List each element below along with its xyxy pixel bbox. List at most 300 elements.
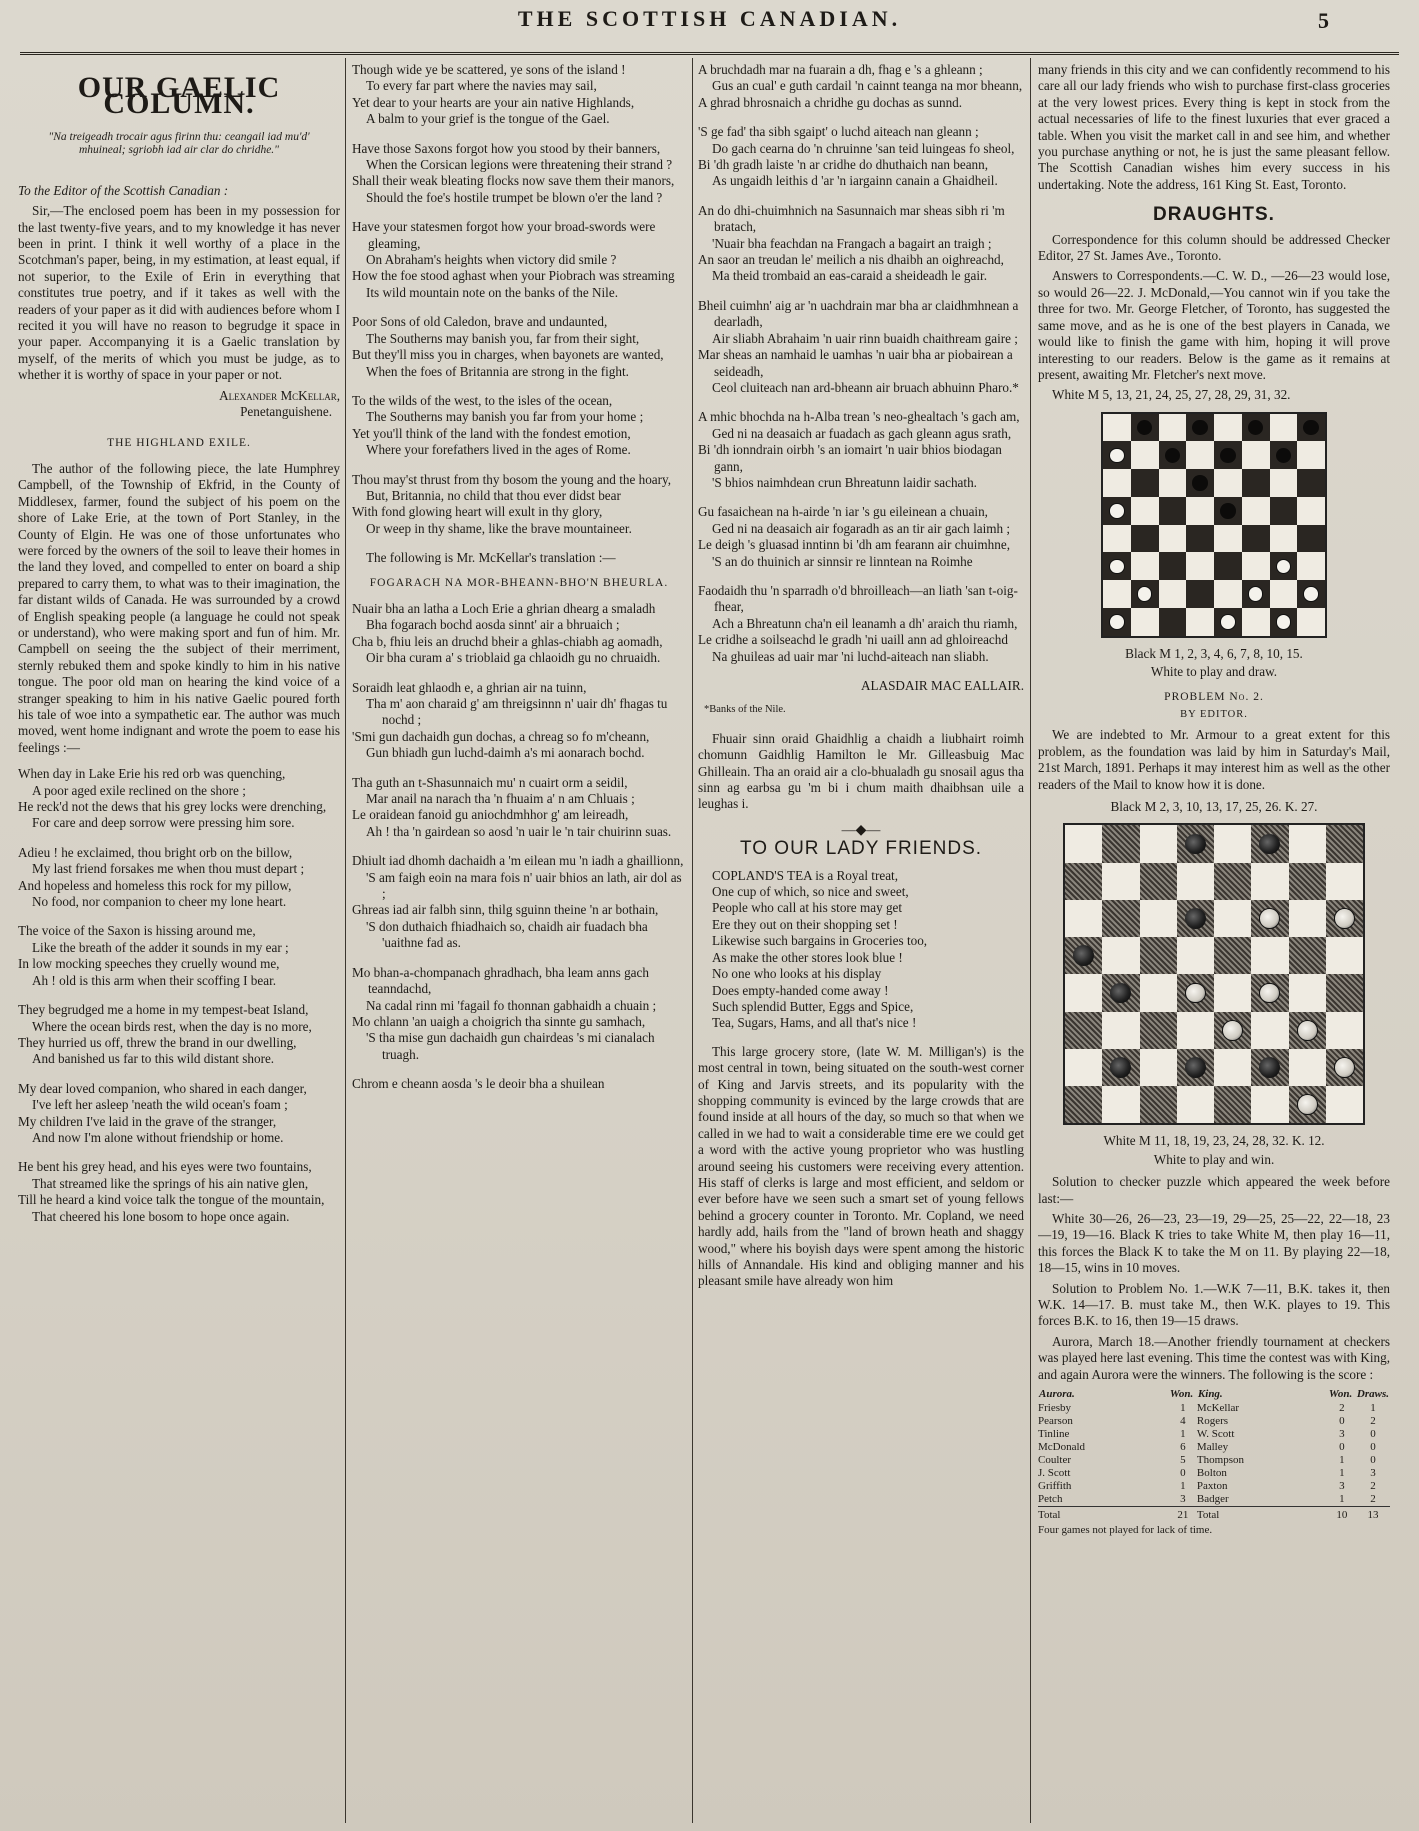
board-square bbox=[1214, 863, 1251, 900]
board-square bbox=[1102, 974, 1139, 1011]
board-square bbox=[1131, 580, 1159, 608]
gaelic-stanzas bbox=[698, 62, 1024, 665]
verse-line: The Southerns may banish you far from your home ; bbox=[366, 409, 644, 425]
board-square bbox=[1102, 937, 1139, 974]
verse-line: And banished us far to this wild distant shore. bbox=[32, 1051, 275, 1067]
black-piece bbox=[1276, 448, 1292, 464]
score-cell: Total bbox=[1197, 1507, 1328, 1523]
board-square bbox=[1270, 414, 1298, 442]
letter: Sir,—The enclosed poem has been in my possession for the last twenty-five years, and to my knowledge it has never been in print. I think it well worthy of a place in the Scotchman's paper, being, in my estimation, at least equal, if not superior, to the Exile of Erin in everything that constitutes true poetry, and if it takes as well with the readers of your paper as it did with audiences before whom I recited it you will have no reason to begrudge it space in your paper. Accompanying it is a Gaelic translation by myself, of the merits of which you must be judge, as to whether it is worthy of space in your paper or not. bbox=[18, 203, 340, 383]
verse-line: Faodaidh thu 'n sparradh o'd bhroilleach—an liath 'san t-oig-fhear, bbox=[698, 582, 1018, 615]
verse-line: Tha guth an t-Shasunnaich mu' n cuairt orm a seidil, bbox=[352, 774, 628, 790]
board-square bbox=[1270, 552, 1298, 580]
black-position-2: Black M 2, 3, 10, 13, 17, 25, 26. K. 27. bbox=[1110, 798, 1318, 814]
score-cell: 3 bbox=[1339, 1480, 1345, 1493]
stanza bbox=[352, 393, 686, 459]
aurora-report: Aurora, March 18.—Another friendly tournament at checkers was played here last evening. This time the contest was with King, and again Aurora were the winners. The following is the score : bbox=[1038, 1333, 1390, 1382]
verse-line: When the foes of Britannia are strong in the fight. bbox=[366, 363, 629, 379]
board-square bbox=[1065, 1049, 1102, 1086]
score-note: Four games not played for lack of time. bbox=[1038, 1524, 1213, 1537]
stanza bbox=[352, 472, 686, 538]
white-piece bbox=[1109, 614, 1125, 630]
verse-line: Likewise such bargains in Groceries too, bbox=[712, 933, 928, 949]
board-square bbox=[1159, 469, 1187, 497]
stanza bbox=[352, 775, 686, 841]
problem-byline: BY EDITOR. bbox=[1180, 708, 1248, 720]
verse-line: Till he heard a kind voice talk the tongue of the mountain, bbox=[18, 1192, 325, 1208]
board-square bbox=[1065, 974, 1102, 1011]
score-cell: 1 bbox=[1180, 1428, 1186, 1441]
score-cell: McKellar bbox=[1196, 1402, 1240, 1415]
board-square bbox=[1177, 825, 1214, 862]
board-square bbox=[1131, 441, 1159, 469]
score-cell: Badger bbox=[1196, 1493, 1229, 1506]
score-cell: McDonald bbox=[1038, 1441, 1086, 1454]
verse-line: But they'll miss you in charges, when bayonets are wanted, bbox=[352, 347, 664, 363]
verse-line: Bi 'dh gradh laiste 'n ar cridhe do dhuthaich nan beann, bbox=[698, 157, 989, 173]
black-piece bbox=[1220, 448, 1236, 464]
verse-line: That cheered his lone bosom to hope once again. bbox=[32, 1208, 290, 1224]
board-square bbox=[1214, 900, 1251, 937]
verse-line: Gus an cual' e guth cardail 'n cainnt teanga na mor bheann, bbox=[712, 78, 1023, 94]
verse-line: Or weep in thy shame, like the brave mountaineer. bbox=[366, 520, 632, 536]
column-rule bbox=[692, 58, 693, 1823]
stanza bbox=[352, 680, 686, 762]
board-square bbox=[1159, 580, 1187, 608]
score-header-row bbox=[1038, 1387, 1390, 1402]
verse-line: People who call at his store may get bbox=[712, 900, 903, 916]
board-square bbox=[1159, 552, 1187, 580]
board-square bbox=[1214, 414, 1242, 442]
board-square bbox=[1289, 937, 1326, 974]
board-square bbox=[1214, 1086, 1251, 1123]
verse-line: No one who looks at his display bbox=[712, 966, 882, 982]
verse-line: A balm to your grief is the tongue of the Gael. bbox=[366, 111, 610, 127]
white-piece bbox=[1109, 559, 1125, 575]
board-square bbox=[1186, 414, 1214, 442]
verse-line: But, Britannia, no child that thou ever didst bear bbox=[366, 487, 621, 503]
board-square bbox=[1103, 441, 1131, 469]
board-square bbox=[1177, 900, 1214, 937]
score-cell: 0 bbox=[1180, 1467, 1186, 1480]
verse-line: Oir bha curam a' s trioblaid ga chlaoidh gu no chruaidh. bbox=[366, 650, 661, 666]
board-square bbox=[1297, 525, 1325, 553]
board-square bbox=[1103, 497, 1131, 525]
score-cell: 21 bbox=[1169, 1507, 1197, 1523]
translation-intro: The following is Mr. McKellar's translation :— bbox=[366, 550, 616, 566]
verse-line: Do gach cearna do 'n chruinne 'san teid luingeas fo sheol, bbox=[712, 140, 1015, 156]
board-square bbox=[1102, 863, 1139, 900]
white-piece bbox=[1276, 614, 1292, 630]
board-square bbox=[1242, 497, 1270, 525]
score-cell: 2 bbox=[1370, 1480, 1376, 1493]
verse-line: An do dhi-chuimhnich na Sasunnaich mar sheas sibh ri 'm bratach, bbox=[698, 202, 1005, 235]
verse-line: 'S don duthaich fhiadhaich so, chaidh air fuadach bha 'uaithne fad as. bbox=[366, 918, 648, 951]
board-square bbox=[1214, 525, 1242, 553]
black-piece bbox=[1110, 983, 1131, 1004]
verse-line: Air sliabh Abrahaim 'n uair rinn buaidh chaithream gaire ; bbox=[712, 330, 1018, 346]
board-square bbox=[1177, 974, 1214, 1011]
score-cell: 1 bbox=[1370, 1402, 1376, 1415]
white-piece bbox=[1276, 559, 1292, 575]
verse-line: Ceol cluiteach nan ard-bheann air bruach abhuinn Pharo.* bbox=[712, 379, 1019, 395]
score-header: Draws. bbox=[1356, 1388, 1389, 1401]
stanza bbox=[352, 1076, 686, 1092]
poem-subhead: THE HIGHLAND EXILE. bbox=[107, 436, 251, 449]
white-piece bbox=[1185, 983, 1206, 1004]
verse-line: And hopeless and homeless this rock for my pillow, bbox=[18, 877, 292, 893]
score-header: Aurora. bbox=[1039, 1388, 1075, 1401]
ornament-divider: —◆— bbox=[841, 822, 881, 838]
board-square bbox=[1270, 441, 1298, 469]
verse-line: Ged ni na deasaich ar fuadach as gach gleann agus srath, bbox=[712, 425, 1012, 441]
board-square bbox=[1270, 608, 1298, 636]
problem-text: We are indebted to Mr. Armour to a great extent for this problem, as the foundation was laid by him in Saturday's Mail, 21st March, 1891. Perhaps it may interest him as well as the other readers of the Mail to know how it is done. bbox=[1038, 727, 1390, 792]
score-cell: 3 bbox=[1180, 1493, 1186, 1506]
verse-line: No food, nor companion to cheer my lone heart. bbox=[32, 894, 287, 910]
score-cell: Tinline bbox=[1038, 1428, 1070, 1441]
verse-line: Gun bhiadh gun luchd-daimh a's mi aonarach bochd. bbox=[366, 745, 645, 761]
board-square bbox=[1251, 937, 1288, 974]
verse-line: 'S bhios naimhdean crun Bhreatunn laidir sachath. bbox=[712, 474, 977, 490]
board-square bbox=[1242, 552, 1270, 580]
board-square bbox=[1297, 414, 1325, 442]
board-square bbox=[1214, 1049, 1251, 1086]
verse-line: COPLAND'S TEA is a Royal treat, bbox=[712, 867, 899, 883]
column-rule bbox=[1030, 58, 1031, 1823]
score-cell: 0 bbox=[1370, 1454, 1376, 1467]
board-square bbox=[1102, 1086, 1139, 1123]
verse-line: Gu fasaichean na h-airde 'n iar 's gu eileinean a chuain, bbox=[698, 504, 988, 520]
verse-line: A mhic bhochda na h-Alba trean 's neo-ghealtach 's gach am, bbox=[698, 409, 1020, 425]
verse-line: Does empty-handed come away ! bbox=[712, 982, 889, 998]
draughts-headline: DRAUGHTS. bbox=[1153, 204, 1275, 226]
gaelic-stanzas bbox=[352, 601, 686, 1093]
board-square bbox=[1326, 1012, 1363, 1049]
board-square bbox=[1289, 863, 1326, 900]
score-cell: Bolton bbox=[1196, 1467, 1227, 1480]
white-position-2: White M 11, 18, 19, 23, 24, 28, 32. K. 12. bbox=[1103, 1133, 1325, 1149]
solution-problem-1: Solution to Problem No. 1.—W.K 7—11, B.K. takes it, then W.K. 14—17. B. must take M., then W.K. playes to 19. This forces B.K. to 16, then 19—15 draws. bbox=[1038, 1280, 1390, 1329]
black-piece bbox=[1110, 1057, 1131, 1078]
stanza bbox=[18, 1159, 340, 1225]
stanza bbox=[698, 583, 1024, 665]
board-square bbox=[1270, 469, 1298, 497]
score-cell: 0 bbox=[1370, 1428, 1376, 1441]
score-cell: 6 bbox=[1180, 1441, 1186, 1454]
board-square bbox=[1251, 1086, 1288, 1123]
board-square bbox=[1186, 580, 1214, 608]
verse-line: He bent his grey head, and his eyes were two fountains, bbox=[18, 1159, 312, 1175]
score-cell: 4 bbox=[1180, 1415, 1186, 1428]
board-square bbox=[1140, 1012, 1177, 1049]
board-square bbox=[1214, 497, 1242, 525]
correspondence-note: Correspondence for this column should be addressed Checker Editor, 27 St. James Ave., Toronto. bbox=[1038, 231, 1390, 264]
stanza bbox=[352, 314, 686, 380]
verse-line: 'S am faigh eoin na mara fois n' uair bhios an lath, air dol as ; bbox=[366, 869, 682, 902]
verse-line: I've left her asleep 'neath the wild ocean's foam ; bbox=[32, 1097, 288, 1113]
verse-line: Dhiult iad dhomh dachaidh a 'm eilean mu 'n iadh a ghaillionn, bbox=[352, 853, 684, 869]
board-square bbox=[1214, 441, 1242, 469]
board-square bbox=[1177, 937, 1214, 974]
verse-line: Le cridhe a soilseachd le gradh 'ni uaill ann ad ghloireachd bbox=[698, 632, 1008, 648]
verse-line: Ma theid trombaid an eas-caraid a sheideadh le gair. bbox=[712, 268, 987, 284]
score-row bbox=[1038, 1428, 1390, 1441]
score-cell: Rogers bbox=[1196, 1415, 1229, 1428]
board-square bbox=[1242, 525, 1270, 553]
board-square bbox=[1177, 1049, 1214, 1086]
verse-line: Should the foe's hostile trumpet be blown o'er the land ? bbox=[366, 189, 663, 205]
board-square bbox=[1214, 552, 1242, 580]
board-square bbox=[1289, 1012, 1326, 1049]
board-square bbox=[1242, 580, 1270, 608]
board-square bbox=[1270, 525, 1298, 553]
board-square bbox=[1102, 1012, 1139, 1049]
score-cell: 10 bbox=[1328, 1507, 1356, 1523]
verse-line: Such splendid Butter, Eggs and Spice, bbox=[712, 998, 914, 1014]
verse-line: And now I'm alone without friendship or home. bbox=[32, 1129, 284, 1145]
verse-line: Yet dear to your hearts are your ain native Highlands, bbox=[352, 94, 635, 110]
white-piece bbox=[1222, 1020, 1243, 1041]
board-square bbox=[1297, 608, 1325, 636]
board-square bbox=[1270, 497, 1298, 525]
score-row bbox=[1038, 1480, 1390, 1493]
white-piece bbox=[1220, 614, 1236, 630]
verse-line: The voice of the Saxon is hissing around me, bbox=[18, 923, 256, 939]
board-square bbox=[1102, 1049, 1139, 1086]
board-square bbox=[1186, 552, 1214, 580]
board-square bbox=[1177, 863, 1214, 900]
stanza bbox=[698, 298, 1024, 396]
verse-line: To the wilds of the west, to the isles of the ocean, bbox=[352, 392, 613, 408]
salutation: To the Editor of the Scottish Canadian : bbox=[18, 182, 229, 198]
white-piece bbox=[1303, 586, 1319, 602]
score-cell: 13 bbox=[1356, 1507, 1390, 1523]
stanza bbox=[698, 409, 1024, 491]
score-cell: 5 bbox=[1180, 1454, 1186, 1467]
board-square bbox=[1131, 608, 1159, 636]
board-square bbox=[1159, 608, 1187, 636]
black-piece bbox=[1192, 420, 1208, 436]
board-square bbox=[1242, 414, 1270, 442]
score-cell: Malley bbox=[1196, 1441, 1229, 1454]
verse-line: 'S an do thuinich ar sinnsir re linntean na Roimhe bbox=[712, 553, 973, 569]
white-piece bbox=[1248, 586, 1264, 602]
score-table bbox=[1038, 1387, 1390, 1522]
score-cell: 3 bbox=[1370, 1467, 1376, 1480]
answers-to-correspondents: Answers to Correspondents.—C. W. D., —26—23 would lose, so would 26—22. J. McDonald,—You cannot win if you take the three for two. Mr. George Fletcher, of Toronto, has suggested the same move, and as he is one of the best players in Canada, we would like to finish the game with him, hoping it will prove interesting to our readers. Below is the game as it remains at present, awaiting Mr. Fletcher's next move. bbox=[1038, 268, 1390, 382]
board-square bbox=[1289, 1049, 1326, 1086]
stanza bbox=[352, 219, 686, 301]
verse-line: To every far part where the navies may sail, bbox=[366, 78, 597, 94]
black-position-1: Black M 1, 2, 3, 4, 6, 7, 8, 10, 15. bbox=[1125, 645, 1303, 661]
verse-line: They begrudged me a home in my tempest-beat Island, bbox=[18, 1002, 309, 1018]
board-square bbox=[1186, 497, 1214, 525]
board-square bbox=[1251, 825, 1288, 862]
verse-line: An saor an treudan le' meilich a nis dhaibh an oighreachd, bbox=[698, 252, 1004, 268]
board-square bbox=[1103, 608, 1131, 636]
board-square bbox=[1140, 825, 1177, 862]
score-cell: J. Scott bbox=[1038, 1467, 1071, 1480]
verse-line: A bruchdadh mar na fuarain a dh, fhag e 's a ghleann ; bbox=[698, 62, 983, 77]
board-square bbox=[1326, 825, 1363, 862]
verse-line: Tea, Sugars, Hams, and all that's nice ! bbox=[712, 1015, 917, 1031]
verse-line: 'Smi gun dachaidh gun dochas, a chreag so fo m'cheann, bbox=[352, 728, 650, 744]
verse-line: Ah ! old is this arm when their scoffing I bear. bbox=[32, 972, 277, 988]
black-piece bbox=[1259, 834, 1280, 855]
stanza bbox=[352, 601, 686, 667]
stanza bbox=[352, 141, 686, 207]
poem-stanzas bbox=[352, 62, 686, 537]
board-square bbox=[1289, 974, 1326, 1011]
board-square bbox=[1186, 441, 1214, 469]
verse-line: Poor Sons of old Caledon, brave and undaunted, bbox=[352, 314, 608, 330]
score-row bbox=[1038, 1467, 1390, 1480]
signature: Alexander McKellar, bbox=[219, 387, 340, 403]
stanza bbox=[698, 504, 1024, 570]
stanza bbox=[352, 62, 686, 128]
board-square bbox=[1065, 1012, 1102, 1049]
board-square bbox=[1326, 937, 1363, 974]
checker-board-1 bbox=[1101, 412, 1327, 638]
verse-line: My dear loved companion, who shared in each danger, bbox=[18, 1080, 307, 1096]
board-square bbox=[1251, 863, 1288, 900]
column-2 bbox=[352, 62, 686, 1822]
white-piece bbox=[1259, 908, 1280, 929]
verse-line: Shall their weak bleating flocks now save them their manors, bbox=[352, 173, 675, 189]
board-square bbox=[1326, 1086, 1363, 1123]
score-cell: 0 bbox=[1339, 1415, 1345, 1428]
verse-line: In low mocking speeches they cruelly wound me, bbox=[18, 956, 280, 972]
verse-line: Na cadal rinn mi 'fagail fo thonnan gabhaidh a chuain ; bbox=[366, 997, 657, 1013]
black-piece bbox=[1185, 834, 1206, 855]
verse-line: How the foe stood aghast when your Piobrach was streaming bbox=[352, 268, 675, 284]
verse-line: 'Nuair bha feachdan na Frangach a bagairt an traigh ; bbox=[712, 235, 992, 251]
verse-line: Mo chlann 'an uaigh a choigrich tha sinnte gu samhach, bbox=[352, 1013, 646, 1029]
score-header: King. bbox=[1197, 1388, 1223, 1401]
verse-line: Yet you'll think of the land with the fondest emotion, bbox=[352, 425, 631, 441]
column-rule bbox=[345, 58, 346, 1823]
verse-line: Bheil cuimhn' aig ar 'n uachdrain mar bha ar claidhmhnean a dearladh, bbox=[698, 297, 1019, 330]
board-square bbox=[1159, 525, 1187, 553]
score-total-row bbox=[1038, 1507, 1390, 1523]
score-cell: Griffith bbox=[1038, 1480, 1072, 1493]
board-square bbox=[1214, 580, 1242, 608]
checker-board-2 bbox=[1063, 823, 1365, 1125]
verse-line: Mo bhan-a-chompanach ghradhach, bha leam anns gach teanndachd, bbox=[352, 964, 649, 997]
lady-friends-headline: TO OUR LADY FRIENDS. bbox=[739, 838, 983, 860]
verse-line: Where your forefathers lived in the ages of Rome. bbox=[366, 442, 631, 458]
score-row bbox=[1038, 1441, 1390, 1454]
board-square bbox=[1251, 1012, 1288, 1049]
verse-line: For care and deep sorrow were pressing him sore. bbox=[32, 815, 295, 831]
page-number: 5 bbox=[1318, 8, 1329, 33]
board-square bbox=[1270, 580, 1298, 608]
board-square bbox=[1103, 580, 1131, 608]
verse-line: Its wild mountain note on the banks of the Nile. bbox=[366, 284, 618, 300]
board-square bbox=[1159, 414, 1187, 442]
white-piece bbox=[1297, 1020, 1318, 1041]
board-square bbox=[1159, 441, 1187, 469]
board-square bbox=[1242, 441, 1270, 469]
problem-headline: PROBLEM No. 2. bbox=[1164, 690, 1264, 703]
board-square bbox=[1103, 414, 1131, 442]
board-square bbox=[1065, 825, 1102, 862]
score-row bbox=[1038, 1493, 1390, 1507]
board-square bbox=[1103, 525, 1131, 553]
grocery-article-continued: many friends in this city and we can confidently recommend to his care all our lady friends who wish to purchase first-class groceries at the very lowest prices. Every thing is kept in stock from the actual necessaries of life to the finest luxuries that ever graced a table. When you visit the market call in and see him, and whether you purchase anything or not, he is just the same pleasant fellow. The Scottish Canadian wishes him every success in his undertaking. Note the address, 161 King St. East, Toronto. bbox=[1038, 62, 1390, 192]
verse-line: When day in Lake Erie his red orb was quenching, bbox=[18, 766, 286, 782]
grocery-article: This large grocery store, (late W. M. Milligan's) is the most central in town, being situated on the south-west corner of King and Jarvis streets, and its popularity with the shopping community is evinced by the large crowds that are found inside at all hours of the day, so much so that when we called in we had to wait a considerable time ere we could get a word with the active young proprietor who was hustling around seeing his customers were receiving every attention. His staff of clerks is large and most efficient, and seldom or ever before have we seen such a smart set of young fellows behind a grocery counter in Toronto. Mr. Copland, we need hardly add, hails from the "land of brown heath and shaggy wood," where his boyish days were spent among the historic hills of Annandale. His kind and obliging manner and his pleasant smile have already won him bbox=[698, 1043, 1024, 1289]
board-square bbox=[1297, 469, 1325, 497]
board-square bbox=[1131, 414, 1159, 442]
white-piece bbox=[1334, 908, 1355, 929]
board-square bbox=[1186, 469, 1214, 497]
verse-line: Mar sheas an namhaid le uamhas 'n uair bha ar piobairean a seideadh, bbox=[698, 347, 1013, 379]
stanza bbox=[18, 1081, 340, 1147]
white-piece bbox=[1109, 503, 1125, 519]
verse-line: Cha b, fhiu leis an druchd bheir a ghlas-chiabh ag aomadh, bbox=[352, 633, 663, 649]
stanza bbox=[18, 845, 340, 911]
board-square bbox=[1186, 525, 1214, 553]
motto: "Na treigeadh trocair agus firinn thu: ceangail iad mu'd' mhuineal; sgriobh iad air clar do chridhe." bbox=[48, 130, 310, 156]
board-square bbox=[1186, 608, 1214, 636]
board-square bbox=[1140, 900, 1177, 937]
verse-line: Though wide ye be scattered, ye sons of the island ! bbox=[352, 62, 626, 77]
verse-line: One cup of which, so nice and sweet, bbox=[712, 884, 909, 900]
board-square bbox=[1242, 469, 1270, 497]
verse-line: 'S ge fad' tha sibh sgaipt' o luchd aiteach nan gleann ; bbox=[698, 124, 979, 140]
score-cell: 1 bbox=[1339, 1467, 1345, 1480]
signature-location: Penetanguishene. bbox=[240, 404, 332, 420]
score-cell: W. Scott bbox=[1196, 1428, 1235, 1441]
board-square bbox=[1289, 1086, 1326, 1123]
score-cell: 2 bbox=[1370, 1415, 1376, 1428]
board-square bbox=[1297, 580, 1325, 608]
score-cell: Pearson bbox=[1038, 1415, 1073, 1428]
verse-line: Ere they out on their shopping set ! bbox=[712, 916, 898, 932]
board-square bbox=[1177, 1012, 1214, 1049]
board-square bbox=[1251, 1049, 1288, 1086]
board-square bbox=[1251, 900, 1288, 937]
board-square bbox=[1065, 1086, 1102, 1123]
masthead-title: THE SCOTTISH CANADIAN. bbox=[517, 6, 902, 31]
score-header: Won. bbox=[1328, 1388, 1353, 1401]
verse-line: Le deigh 's gluasad inntinn bi 'dh am fearann air chuimhne, bbox=[698, 537, 1011, 553]
stanza bbox=[18, 1002, 340, 1068]
board-square bbox=[1103, 469, 1131, 497]
poem-stanzas bbox=[18, 766, 340, 1225]
white-piece bbox=[1137, 586, 1153, 602]
verse-line: My last friend forsakes me when thou must depart ; bbox=[32, 861, 305, 877]
poem-intro: The author of the following piece, the late Humphrey Campbell, of the Township of Ekfrid, in the County of Middlesex, farmer, found the subject of his poem on the shore of Lake Erie, at the town of Port Stanley, in the County of Elgin. He was one of those unfortunates who were forced by the owners of the soil to leave their homes in the land they loved, and compelled to enter on board a ship prepared to carry them, to what was to their imagination, the far distant wilds of Canada. He was surrounded by a crowd of English speaking people (a language he could not speak or understand), who were making sport and fun of him. Mr. Campbell on seeing the the subject of their merriment, sternly rebuked them and spoke kindly to him in his native tongue. The poor old man on hearing the kind voice of a stranger speaking to him in his native Gaelic poured forth his tale of woe into a sympathetic ear. The author was much moved, went home indignant and wrote the poem to ease his feelings :— bbox=[18, 460, 340, 755]
stanza bbox=[698, 124, 1024, 190]
verse-line: A ghrad bhrosnaich a chridhe gu dochas as sunnd. bbox=[698, 94, 963, 110]
black-piece bbox=[1165, 448, 1181, 464]
stanza bbox=[352, 965, 686, 1063]
verse-line: That streamed like the springs of his ain native glen, bbox=[32, 1175, 309, 1191]
stanza bbox=[698, 62, 1024, 111]
board-square bbox=[1326, 1049, 1363, 1086]
score-body bbox=[1038, 1402, 1390, 1522]
board-square bbox=[1065, 937, 1102, 974]
score-row bbox=[1038, 1415, 1390, 1428]
board-square bbox=[1065, 863, 1102, 900]
gaelic-column-headline: OUR GAELIC COLUMN. bbox=[77, 71, 281, 121]
board-square bbox=[1251, 974, 1288, 1011]
score-header: Won. bbox=[1169, 1388, 1194, 1401]
black-piece bbox=[1192, 475, 1208, 491]
